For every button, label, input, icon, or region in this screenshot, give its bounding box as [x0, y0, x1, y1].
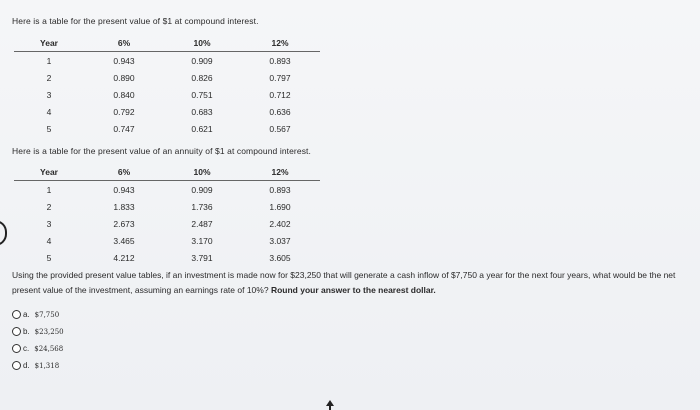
- table-cell: 0.797: [269, 72, 291, 83]
- table-header-row: [14, 165, 320, 181]
- option-value: $1,318: [34, 361, 60, 370]
- left-edge-bracket: [0, 220, 7, 246]
- table-row: [14, 249, 320, 266]
- table-cell: 3.465: [113, 235, 135, 246]
- option-value: $24,568: [34, 344, 64, 353]
- option-c[interactable]: [12, 340, 64, 357]
- table-cell: 0.943: [113, 55, 135, 66]
- table-row: [14, 198, 320, 215]
- table-cell: 0.826: [191, 72, 213, 83]
- option-letter: b.: [23, 327, 30, 336]
- table-cell: 3.791: [191, 252, 213, 263]
- annuity-value-table: [14, 165, 320, 266]
- answer-options: [12, 306, 64, 374]
- table-cell: 5: [46, 123, 52, 134]
- table-cell: 4: [46, 106, 52, 117]
- table-cell: 3.170: [191, 235, 213, 246]
- table-cell: 3: [46, 218, 52, 229]
- table-cell: 3.037: [269, 235, 291, 246]
- table-cell: 0.893: [269, 184, 291, 195]
- table-cell: 0.683: [191, 106, 213, 117]
- option-b[interactable]: [12, 323, 64, 340]
- option-value: $7,750: [34, 310, 60, 319]
- table-cell: 3: [46, 89, 52, 100]
- table-cell: 2.673: [113, 218, 135, 229]
- option-letter: c.: [23, 344, 30, 353]
- option-value: $23,250: [34, 327, 64, 336]
- option-letter: d.: [23, 361, 30, 370]
- option-d[interactable]: [12, 357, 64, 374]
- table-cell: 0.943: [113, 184, 135, 195]
- present-value-table: [14, 36, 320, 137]
- column-header: Year: [14, 165, 84, 181]
- table-row: [14, 232, 320, 249]
- question-body: Using the provided present value tables, if an investment is made now for $23,250 that will generate a cash inflow of $7,750 a year for the next four years, what would be the net present value of the investment, assuming an earnings rate of 10%?: [12, 270, 676, 295]
- table-cell: 4.212: [113, 252, 135, 263]
- table-cell: 3.605: [269, 252, 291, 263]
- table-row: [14, 86, 320, 103]
- table-header-row: [14, 36, 320, 52]
- option-a[interactable]: [12, 306, 64, 323]
- question-text: [12, 268, 692, 298]
- column-header: 10%: [164, 36, 240, 52]
- table-cell: 1.736: [191, 201, 213, 212]
- table-cell: 1: [46, 55, 52, 66]
- table-cell: 5: [46, 252, 52, 263]
- column-header: 12%: [240, 36, 320, 52]
- table-cell: 0.893: [269, 55, 291, 66]
- column-header: 6%: [84, 36, 164, 52]
- table-cell: 0.792: [113, 106, 135, 117]
- table-cell: 2: [46, 72, 52, 83]
- table-cell: 1.833: [113, 201, 135, 212]
- table-cell: 0.621: [191, 123, 213, 134]
- table-cell: 2: [46, 201, 52, 212]
- column-header: 12%: [240, 165, 320, 181]
- table-row: [14, 181, 320, 199]
- table-cell: 2.402: [269, 218, 291, 229]
- table-cell: 0.712: [269, 89, 291, 100]
- table-row: [14, 215, 320, 232]
- column-header: Year: [14, 36, 84, 52]
- table-row: [14, 120, 320, 137]
- table-cell: 0.567: [269, 123, 291, 134]
- column-header: 10%: [164, 165, 240, 181]
- radio-button[interactable]: [12, 344, 21, 353]
- table-cell: 0.636: [269, 106, 291, 117]
- table-row: [14, 103, 320, 120]
- table-cell: 2.487: [191, 218, 213, 229]
- table-cell: 0.890: [113, 72, 135, 83]
- radio-button[interactable]: [12, 361, 21, 370]
- table-cell: 4: [46, 235, 52, 246]
- radio-button[interactable]: [12, 310, 21, 319]
- mouse-pointer-icon: [326, 400, 334, 410]
- table-cell: 0.747: [113, 123, 135, 134]
- annuity-table-intro: Here is a table for the present value of an annuity of $1 at compound interest.: [12, 146, 311, 156]
- pv-table-intro: Here is a table for the present value of $1 at compound interest.: [12, 16, 259, 26]
- table-row: [14, 69, 320, 86]
- table-cell: 0.909: [191, 55, 213, 66]
- table-cell: 0.840: [113, 89, 135, 100]
- option-letter: a.: [23, 310, 30, 319]
- table-row: [14, 52, 320, 70]
- table-cell: 1.690: [269, 201, 291, 212]
- table-cell: 1: [46, 184, 52, 195]
- radio-button[interactable]: [12, 327, 21, 336]
- table-cell: 0.909: [191, 184, 213, 195]
- column-header: 6%: [84, 165, 164, 181]
- question-instruction: Round your answer to the nearest dollar.: [270, 285, 436, 295]
- table-cell: 0.751: [191, 89, 213, 100]
